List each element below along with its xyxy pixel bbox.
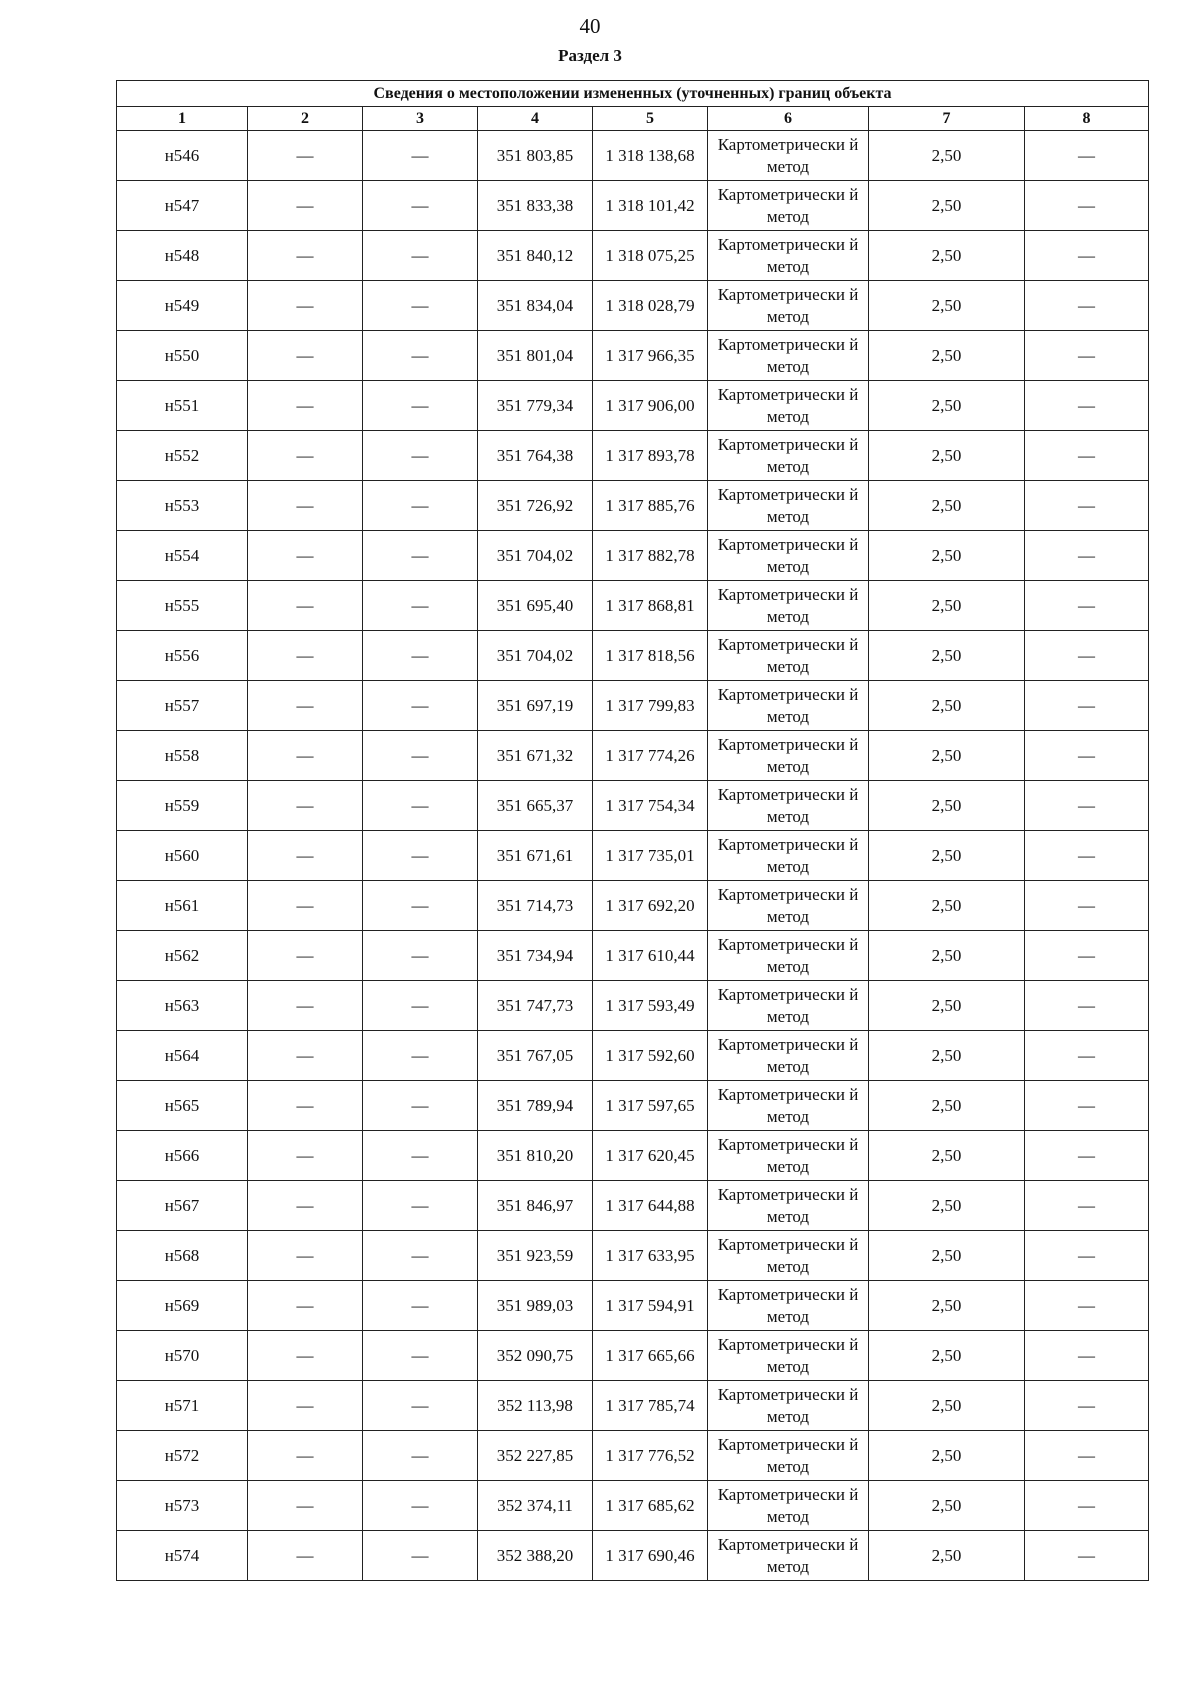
column-3-value-cell: — — [363, 1531, 478, 1581]
x-coordinate-cell: 352 388,20 — [478, 1531, 593, 1581]
column-2-value-cell: — — [248, 481, 363, 531]
column-8-value-cell: — — [1025, 681, 1149, 731]
point-label-cell: н548 — [117, 231, 248, 281]
point-label-cell: н561 — [117, 881, 248, 931]
method-cell: Картометрически й метод — [708, 331, 869, 381]
column-2-value-cell: — — [248, 1281, 363, 1331]
accuracy-cell: 2,50 — [869, 681, 1025, 731]
point-label-cell: н550 — [117, 331, 248, 381]
y-coordinate-cell: 1 318 138,68 — [593, 131, 708, 181]
point-label-cell: н566 — [117, 1131, 248, 1181]
column-2-value-cell: — — [248, 1381, 363, 1431]
method-cell: Картометрически й метод — [708, 631, 869, 681]
y-coordinate-cell: 1 317 633,95 — [593, 1231, 708, 1281]
accuracy-cell: 2,50 — [869, 381, 1025, 431]
column-3-value-cell: — — [363, 931, 478, 981]
method-cell: Картометрически й метод — [708, 931, 869, 981]
method-cell: Картометрически й метод — [708, 281, 869, 331]
column-3-value-cell: — — [363, 581, 478, 631]
table-row — [117, 581, 1149, 631]
column-header: 8 — [1025, 107, 1149, 131]
x-coordinate-cell: 351 803,85 — [478, 131, 593, 181]
method-cell: Картометрически й метод — [708, 1131, 869, 1181]
column-3-value-cell: — — [363, 381, 478, 431]
x-coordinate-cell: 351 767,05 — [478, 1031, 593, 1081]
accuracy-cell: 2,50 — [869, 331, 1025, 381]
y-coordinate-cell: 1 317 610,44 — [593, 931, 708, 981]
point-label-cell: н558 — [117, 731, 248, 781]
column-2-value-cell: — — [248, 1231, 363, 1281]
accuracy-cell: 2,50 — [869, 781, 1025, 831]
column-2-value-cell: — — [248, 1181, 363, 1231]
column-2-value-cell: — — [248, 231, 363, 281]
accuracy-cell: 2,50 — [869, 1181, 1025, 1231]
column-2-value-cell: — — [248, 1331, 363, 1381]
column-3-value-cell: — — [363, 281, 478, 331]
x-coordinate-cell: 351 671,61 — [478, 831, 593, 881]
table-row — [117, 731, 1149, 781]
table-row — [117, 531, 1149, 581]
table-row — [117, 931, 1149, 981]
column-2-value-cell: — — [248, 981, 363, 1031]
point-label-cell: н549 — [117, 281, 248, 331]
column-header: 1 — [117, 107, 248, 131]
column-8-value-cell: — — [1025, 531, 1149, 581]
column-8-value-cell: — — [1025, 1431, 1149, 1481]
point-label-cell: н557 — [117, 681, 248, 731]
column-2-value-cell: — — [248, 1481, 363, 1531]
column-3-value-cell: — — [363, 1081, 478, 1131]
y-coordinate-cell: 1 317 597,65 — [593, 1081, 708, 1131]
accuracy-cell: 2,50 — [869, 1031, 1025, 1081]
column-2-value-cell: — — [248, 731, 363, 781]
method-cell: Картометрически й метод — [708, 1481, 869, 1531]
y-coordinate-cell: 1 317 685,62 — [593, 1481, 708, 1531]
accuracy-cell: 2,50 — [869, 1531, 1025, 1581]
y-coordinate-cell: 1 317 893,78 — [593, 431, 708, 481]
method-cell: Картометрически й метод — [708, 1031, 869, 1081]
table-row — [117, 1281, 1149, 1331]
column-8-value-cell: — — [1025, 1231, 1149, 1281]
column-2-value-cell: — — [248, 1031, 363, 1081]
column-3-value-cell: — — [363, 881, 478, 931]
x-coordinate-cell: 351 779,34 — [478, 381, 593, 431]
y-coordinate-cell: 1 317 620,45 — [593, 1131, 708, 1181]
column-2-value-cell: — — [248, 1431, 363, 1481]
column-8-value-cell: — — [1025, 931, 1149, 981]
y-coordinate-cell: 1 318 028,79 — [593, 281, 708, 331]
y-coordinate-cell: 1 317 882,78 — [593, 531, 708, 581]
column-2-value-cell: — — [248, 181, 363, 231]
y-coordinate-cell: 1 317 799,83 — [593, 681, 708, 731]
point-label-cell: н574 — [117, 1531, 248, 1581]
point-label-cell: н568 — [117, 1231, 248, 1281]
x-coordinate-cell: 351 834,04 — [478, 281, 593, 331]
table-row — [117, 1081, 1149, 1131]
accuracy-cell: 2,50 — [869, 931, 1025, 981]
column-header: 7 — [869, 107, 1025, 131]
column-3-value-cell: — — [363, 1331, 478, 1381]
accuracy-cell: 2,50 — [869, 531, 1025, 581]
column-2-value-cell: — — [248, 831, 363, 881]
column-2-value-cell: — — [248, 581, 363, 631]
x-coordinate-cell: 352 227,85 — [478, 1431, 593, 1481]
table-row — [117, 1331, 1149, 1381]
column-8-value-cell: — — [1025, 831, 1149, 881]
column-2-value-cell: — — [248, 1131, 363, 1181]
page-number: 40 — [579, 14, 601, 38]
column-3-value-cell: — — [363, 531, 478, 581]
x-coordinate-cell: 351 989,03 — [478, 1281, 593, 1331]
method-cell: Картометрически й метод — [708, 1381, 869, 1431]
x-coordinate-cell: 351 695,40 — [478, 581, 593, 631]
point-label-cell: н554 — [117, 531, 248, 581]
accuracy-cell: 2,50 — [869, 1231, 1025, 1281]
accuracy-cell: 2,50 — [869, 1481, 1025, 1531]
y-coordinate-cell: 1 317 774,26 — [593, 731, 708, 781]
table-row — [117, 431, 1149, 481]
accuracy-cell: 2,50 — [869, 981, 1025, 1031]
column-8-value-cell: — — [1025, 1531, 1149, 1581]
table-row — [117, 1031, 1149, 1081]
point-label-cell: н565 — [117, 1081, 248, 1131]
method-cell: Картометрически й метод — [708, 581, 869, 631]
column-8-value-cell: — — [1025, 1281, 1149, 1331]
method-cell: Картометрически й метод — [708, 781, 869, 831]
table-row — [117, 331, 1149, 381]
column-3-value-cell: — — [363, 981, 478, 1031]
column-8-value-cell: — — [1025, 381, 1149, 431]
method-cell: Картометрически й метод — [708, 381, 869, 431]
y-coordinate-cell: 1 317 592,60 — [593, 1031, 708, 1081]
column-8-value-cell: — — [1025, 1081, 1149, 1131]
column-8-value-cell: — — [1025, 431, 1149, 481]
x-coordinate-cell: 351 840,12 — [478, 231, 593, 281]
accuracy-cell: 2,50 — [869, 881, 1025, 931]
column-2-value-cell: — — [248, 681, 363, 731]
column-2-value-cell: — — [248, 1081, 363, 1131]
table-row — [117, 1231, 1149, 1281]
x-coordinate-cell: 351 671,32 — [478, 731, 593, 781]
column-8-value-cell: — — [1025, 181, 1149, 231]
y-coordinate-cell: 1 317 690,46 — [593, 1531, 708, 1581]
table-row — [117, 831, 1149, 881]
y-coordinate-cell: 1 317 735,01 — [593, 831, 708, 881]
column-8-value-cell: — — [1025, 281, 1149, 331]
column-2-value-cell: — — [248, 281, 363, 331]
column-3-value-cell: — — [363, 1181, 478, 1231]
accuracy-cell: 2,50 — [869, 831, 1025, 881]
table-row — [117, 381, 1149, 431]
table-row — [117, 181, 1149, 231]
accuracy-cell: 2,50 — [869, 1131, 1025, 1181]
column-2-value-cell: — — [248, 631, 363, 681]
x-coordinate-cell: 351 697,19 — [478, 681, 593, 731]
x-coordinate-cell: 351 714,73 — [478, 881, 593, 931]
point-label-cell: н567 — [117, 1181, 248, 1231]
point-label-cell: н570 — [117, 1331, 248, 1381]
x-coordinate-cell: 351 801,04 — [478, 331, 593, 381]
accuracy-cell: 2,50 — [869, 731, 1025, 781]
point-label-cell: н562 — [117, 931, 248, 981]
y-coordinate-cell: 1 317 776,52 — [593, 1431, 708, 1481]
column-2-value-cell: — — [248, 531, 363, 581]
table-row — [117, 1531, 1149, 1581]
x-coordinate-cell: 351 704,02 — [478, 631, 593, 681]
point-label-cell: н564 — [117, 1031, 248, 1081]
column-3-value-cell: — — [363, 131, 478, 181]
table-title: Сведения о местоположении измененных (уточненных) границ объекта — [117, 81, 1149, 107]
accuracy-cell: 2,50 — [869, 1331, 1025, 1381]
column-8-value-cell: — — [1025, 1031, 1149, 1081]
column-3-value-cell: — — [363, 1481, 478, 1531]
column-2-value-cell: — — [248, 331, 363, 381]
accuracy-cell: 2,50 — [869, 1381, 1025, 1431]
accuracy-cell: 2,50 — [869, 631, 1025, 681]
x-coordinate-cell: 351 726,92 — [478, 481, 593, 531]
method-cell: Картометрически й метод — [708, 881, 869, 931]
column-3-value-cell: — — [363, 181, 478, 231]
x-coordinate-cell: 351 789,94 — [478, 1081, 593, 1131]
column-number-row — [117, 107, 1149, 131]
point-label-cell: н560 — [117, 831, 248, 881]
column-3-value-cell: — — [363, 1031, 478, 1081]
x-coordinate-cell: 351 747,73 — [478, 981, 593, 1031]
table-row — [117, 131, 1149, 181]
y-coordinate-cell: 1 317 692,20 — [593, 881, 708, 931]
column-2-value-cell: — — [248, 1531, 363, 1581]
method-cell: Картометрически й метод — [708, 1331, 869, 1381]
column-8-value-cell: — — [1025, 331, 1149, 381]
point-label-cell: н556 — [117, 631, 248, 681]
accuracy-cell: 2,50 — [869, 581, 1025, 631]
y-coordinate-cell: 1 317 644,88 — [593, 1181, 708, 1231]
point-label-cell: н551 — [117, 381, 248, 431]
method-cell: Картометрически й метод — [708, 1081, 869, 1131]
column-3-value-cell: — — [363, 681, 478, 731]
table-row — [117, 1131, 1149, 1181]
y-coordinate-cell: 1 317 785,74 — [593, 1381, 708, 1431]
accuracy-cell: 2,50 — [869, 481, 1025, 531]
column-8-value-cell: — — [1025, 731, 1149, 781]
method-cell: Картометрически й метод — [708, 1531, 869, 1581]
y-coordinate-cell: 1 318 075,25 — [593, 231, 708, 281]
x-coordinate-cell: 352 113,98 — [478, 1381, 593, 1431]
method-cell: Картометрически й метод — [708, 481, 869, 531]
x-coordinate-cell: 352 374,11 — [478, 1481, 593, 1531]
x-coordinate-cell: 351 833,38 — [478, 181, 593, 231]
column-2-value-cell: — — [248, 781, 363, 831]
column-3-value-cell: — — [363, 1231, 478, 1281]
method-cell: Картометрически й метод — [708, 231, 869, 281]
point-label-cell: н555 — [117, 581, 248, 631]
column-8-value-cell: — — [1025, 631, 1149, 681]
table-row — [117, 1431, 1149, 1481]
column-8-value-cell: — — [1025, 781, 1149, 831]
table-row — [117, 631, 1149, 681]
table-row — [117, 1181, 1149, 1231]
method-cell: Картометрически й метод — [708, 181, 869, 231]
table-row — [117, 881, 1149, 931]
method-cell: Картометрически й метод — [708, 831, 869, 881]
x-coordinate-cell: 351 665,37 — [478, 781, 593, 831]
point-label-cell: н573 — [117, 1481, 248, 1531]
column-3-value-cell: — — [363, 1281, 478, 1331]
point-label-cell: н571 — [117, 1381, 248, 1431]
accuracy-cell: 2,50 — [869, 131, 1025, 181]
method-cell: Картометрически й метод — [708, 431, 869, 481]
table-row — [117, 781, 1149, 831]
table-row — [117, 481, 1149, 531]
table-row — [117, 281, 1149, 331]
point-label-cell: н546 — [117, 131, 248, 181]
column-3-value-cell: — — [363, 731, 478, 781]
column-3-value-cell: — — [363, 1131, 478, 1181]
column-2-value-cell: — — [248, 431, 363, 481]
point-label-cell: н559 — [117, 781, 248, 831]
column-8-value-cell: — — [1025, 1381, 1149, 1431]
method-cell: Картометрически й метод — [708, 1181, 869, 1231]
y-coordinate-cell: 1 317 966,35 — [593, 331, 708, 381]
column-8-value-cell: — — [1025, 1131, 1149, 1181]
accuracy-cell: 2,50 — [869, 1081, 1025, 1131]
column-3-value-cell: — — [363, 331, 478, 381]
x-coordinate-cell: 351 810,20 — [478, 1131, 593, 1181]
column-3-value-cell: — — [363, 481, 478, 531]
column-8-value-cell: — — [1025, 581, 1149, 631]
column-8-value-cell: — — [1025, 1331, 1149, 1381]
column-8-value-cell: — — [1025, 131, 1149, 181]
column-header: 4 — [478, 107, 593, 131]
table-row — [117, 231, 1149, 281]
column-3-value-cell: — — [363, 631, 478, 681]
column-header: 2 — [248, 107, 363, 131]
boundary-coordinates-table — [116, 80, 1149, 1581]
x-coordinate-cell: 351 764,38 — [478, 431, 593, 481]
column-3-value-cell: — — [363, 781, 478, 831]
table-row — [117, 981, 1149, 1031]
method-cell: Картометрически й метод — [708, 1231, 869, 1281]
point-label-cell: н569 — [117, 1281, 248, 1331]
method-cell: Картометрически й метод — [708, 981, 869, 1031]
table-row — [117, 681, 1149, 731]
y-coordinate-cell: 1 317 868,81 — [593, 581, 708, 631]
y-coordinate-cell: 1 317 754,34 — [593, 781, 708, 831]
accuracy-cell: 2,50 — [869, 1281, 1025, 1331]
column-3-value-cell: — — [363, 431, 478, 481]
y-coordinate-cell: 1 317 665,66 — [593, 1331, 708, 1381]
column-8-value-cell: — — [1025, 881, 1149, 931]
column-3-value-cell: — — [363, 1381, 478, 1431]
accuracy-cell: 2,50 — [869, 281, 1025, 331]
point-label-cell: н553 — [117, 481, 248, 531]
column-2-value-cell: — — [248, 131, 363, 181]
point-label-cell: н552 — [117, 431, 248, 481]
x-coordinate-cell: 351 704,02 — [478, 531, 593, 581]
accuracy-cell: 2,50 — [869, 181, 1025, 231]
y-coordinate-cell: 1 317 906,00 — [593, 381, 708, 431]
column-8-value-cell: — — [1025, 231, 1149, 281]
y-coordinate-cell: 1 317 593,49 — [593, 981, 708, 1031]
section-title: Раздел 3 — [558, 46, 622, 65]
column-2-value-cell: — — [248, 881, 363, 931]
x-coordinate-cell: 351 846,97 — [478, 1181, 593, 1231]
column-2-value-cell: — — [248, 931, 363, 981]
table-row — [117, 1481, 1149, 1531]
method-cell: Картометрически й метод — [708, 731, 869, 781]
table-row — [117, 1381, 1149, 1431]
method-cell: Картометрически й метод — [708, 1281, 869, 1331]
column-header: 5 — [593, 107, 708, 131]
method-cell: Картометрически й метод — [708, 531, 869, 581]
column-header: 6 — [708, 107, 869, 131]
x-coordinate-cell: 351 923,59 — [478, 1231, 593, 1281]
column-3-value-cell: — — [363, 831, 478, 881]
y-coordinate-cell: 1 317 818,56 — [593, 631, 708, 681]
accuracy-cell: 2,50 — [869, 231, 1025, 281]
accuracy-cell: 2,50 — [869, 431, 1025, 481]
x-coordinate-cell: 352 090,75 — [478, 1331, 593, 1381]
point-label-cell: н563 — [117, 981, 248, 1031]
column-header: 3 — [363, 107, 478, 131]
column-8-value-cell: — — [1025, 1481, 1149, 1531]
y-coordinate-cell: 1 318 101,42 — [593, 181, 708, 231]
column-3-value-cell: — — [363, 1431, 478, 1481]
method-cell: Картометрически й метод — [708, 131, 869, 181]
point-label-cell: н547 — [117, 181, 248, 231]
column-3-value-cell: — — [363, 231, 478, 281]
table-body — [117, 131, 1149, 1581]
y-coordinate-cell: 1 317 885,76 — [593, 481, 708, 531]
column-2-value-cell: — — [248, 381, 363, 431]
method-cell: Картометрически й метод — [708, 681, 869, 731]
column-8-value-cell: — — [1025, 1181, 1149, 1231]
accuracy-cell: 2,50 — [869, 1431, 1025, 1481]
column-8-value-cell: — — [1025, 481, 1149, 531]
method-cell: Картометрически й метод — [708, 1431, 869, 1481]
point-label-cell: н572 — [117, 1431, 248, 1481]
column-8-value-cell: — — [1025, 981, 1149, 1031]
x-coordinate-cell: 351 734,94 — [478, 931, 593, 981]
y-coordinate-cell: 1 317 594,91 — [593, 1281, 708, 1331]
